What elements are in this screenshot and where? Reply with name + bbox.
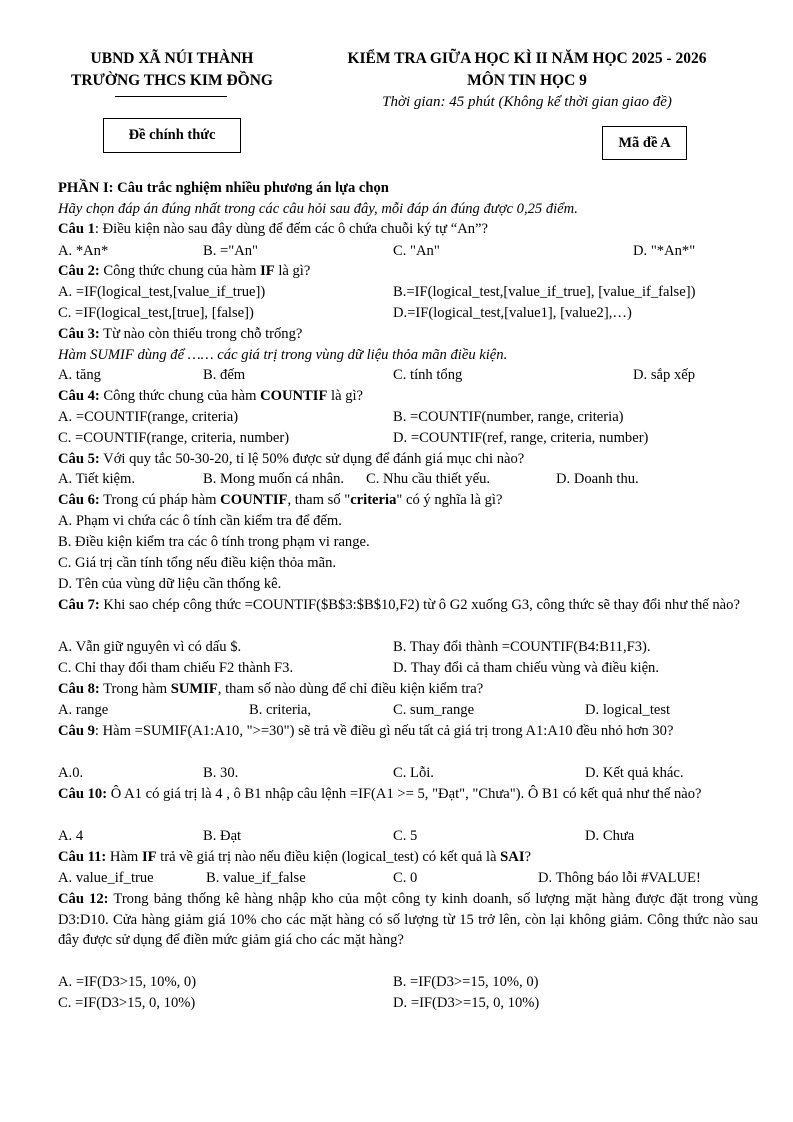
exam-time: Thời gian: 45 phút (Không kể thời gian giao đề) [382,94,672,110]
q1-option-b[interactable]: B. ="An" [203,243,259,259]
q2-option-c[interactable]: C. =IF(logical_test,[true], [false]) [58,305,254,321]
question-5: Câu 5: Với quy tắc 50-30-20, tỉ lệ 50% được sử dụng để đánh giá mục chi nào? [58,451,525,467]
q6-option-d[interactable]: D. Tên của vùng dữ liệu cần thống kê. [58,576,282,592]
q7-option-a[interactable]: A. Vẫn giữ nguyên vì có dấu $. [58,639,242,655]
q11-option-d[interactable]: D. Thông báo lỗi #VALUE! [538,870,701,886]
question-text: Điều kiện nào sau đây dùng để đếm các ô chứa chuỗi ký tự “An”? [102,221,489,237]
question-12: Câu 12: Trong bảng thống kê hàng nhập kho của một công ty kinh doanh, số lượng mặt hàng được đặt trong vùng D3:D10. Cửa hàng giảm giá 10% cho các mặt hàng có số lượng từ 15 trở lên, còn lại không giảm. Công thức nào sau đây được sử dụng để điền mức giảm giá cho các mặt hàng? [58,891,758,948]
q1-option-a[interactable]: A. *An* [58,243,109,259]
exam-code-badge: Mã đề A [602,126,687,160]
q10-option-b[interactable]: B. Đạt [203,828,242,844]
q4-option-a[interactable]: A. =COUNTIF(range, criteria) [58,409,239,425]
question-7: Câu 7: Khi sao chép công thức =COUNTIF($B$3:$B$10,F2) từ ô G2 xuống G3, công thức sẽ thay đổi như thế nào? [58,597,740,613]
authority-name: UBND XÃ NÚI THÀNH [90,50,254,67]
question-9: Câu 9: Hàm =SUMIF(A1:A10, ">=30") sẽ trả về điều gì nếu tất cả giá trị trong A1:A10 đều nhỏ hơn 30? [58,723,674,739]
q8-option-b[interactable]: B. criteria, [249,702,311,718]
q6-option-b[interactable]: B. Điều kiện kiểm tra các ô tính trong phạm vi range. [58,534,370,550]
q11-option-c[interactable]: C. 0 [393,870,418,886]
q8-option-a[interactable]: A. range [58,702,109,718]
q12-option-d[interactable]: D. =IF(D3>=15, 0, 10%) [393,995,540,1011]
q3-option-a[interactable]: A. tăng [58,367,101,383]
question-4: Câu 4: Công thức chung của hàm COUNTIF là gì? [58,388,364,404]
question-label: Câu 1 [58,221,95,237]
q11-option-b[interactable]: B. value_if_false [206,870,306,886]
q2-option-a[interactable]: A. =IF(logical_test,[value_if_true]) [58,284,266,300]
q4-option-b[interactable]: B. =COUNTIF(number, range, criteria) [393,409,624,425]
q6-option-a[interactable]: A. Phạm vi chứa các ô tính cần kiểm tra để đếm. [58,513,342,529]
q5-option-b[interactable]: B. Mong muốn cá nhân. [203,471,345,487]
q5-option-c[interactable]: C. Nhu cầu thiết yếu. [366,471,491,487]
official-badge: Đề chính thức [103,118,241,153]
q9-option-c[interactable]: C. Lỗi. [393,765,434,781]
q4-option-d[interactable]: D. =COUNTIF(ref, range, criteria, number) [393,430,649,446]
part-instruction: Hãy chọn đáp án đúng nhất trong các câu hỏi sau đây, mỗi đáp án đúng được 0,25 điểm. [58,201,578,217]
q5-option-d[interactable]: D. Doanh thu. [556,471,639,487]
q9-option-b[interactable]: B. 30. [203,765,239,781]
q9-option-a[interactable]: A.0. [58,765,84,781]
q8-option-c[interactable]: C. sum_range [393,702,475,718]
q3-option-b[interactable]: B. đếm [203,367,246,383]
question-6: Câu 6: Trong cú pháp hàm COUNTIF, tham số "criteria" có ý nghĩa là gì? [58,492,503,508]
question-10: Câu 10: Ô A1 có giá trị là 4 , ô B1 nhập câu lệnh =IF(A1 >= 5, "Đạt", "Chưa"). Ô B1 có kết quả như thế nào? [58,786,702,802]
q3-option-d[interactable]: D. sắp xếp [633,367,696,383]
q10-option-d[interactable]: D. Chưa [585,828,635,844]
school-underline [115,96,227,97]
question-1: Câu 1: Điều kiện nào sau đây dùng để đếm các ô chứa chuỗi ký tự “An”? [58,221,489,237]
q9-option-d[interactable]: D. Kết quả khác. [585,765,684,781]
question-2: Câu 2: Công thức chung của hàm IF là gì? [58,263,311,279]
q6-option-c[interactable]: C. Giá trị cần tính tổng nếu điều kiện thỏa mãn. [58,555,337,571]
part-title: PHẦN I: Câu trắc nghiệm nhiều phương án lựa chọn [58,180,389,196]
q7-option-c[interactable]: C. Chỉ thay đổi tham chiếu F2 thành F3. [58,660,294,676]
q2-option-d[interactable]: D.=IF(logical_test,[value1], [value2],…) [393,305,632,321]
q12-option-c[interactable]: C. =IF(D3>15, 0, 10%) [58,995,196,1011]
q1-option-d[interactable]: D. "*An*" [633,243,696,259]
q2-option-b[interactable]: B.=IF(logical_test,[value_if_true], [value_if_false]) [393,284,696,300]
subject-title: MÔN TIN HỌC 9 [467,72,587,89]
q5-option-a[interactable]: A. Tiết kiệm. [58,471,136,487]
question-8: Câu 8: Trong hàm SUMIF, tham số nào dùng để chỉ điều kiện kiểm tra? [58,681,484,697]
q11-option-a[interactable]: A. value_if_true [58,870,154,886]
q12-option-a[interactable]: A. =IF(D3>15, 10%, 0) [58,974,197,990]
q10-option-a[interactable]: A. 4 [58,828,84,844]
q7-option-b[interactable]: B. Thay đổi thành =COUNTIF(B4:B11,F3). [393,639,651,655]
question-11: Câu 11: Hàm IF trả về giá trị nào nếu điều kiện (logical_test) có kết quả là SAI? [58,849,531,865]
q10-option-c[interactable]: C. 5 [393,828,418,844]
exam-title: KIỂM TRA GIỮA HỌC KÌ II NĂM HỌC 2025 - 2026 [347,50,707,67]
question-3: Câu 3: Từ nào còn thiếu trong chỗ trống? [58,326,303,342]
q8-option-d[interactable]: D. logical_test [585,702,671,718]
q12-option-b[interactable]: B. =IF(D3>=15, 10%, 0) [393,974,539,990]
q1-option-c[interactable]: C. "An" [393,243,440,259]
q3-statement: Hàm SUMIF dùng để …… các giá trị trong vùng dữ liệu thỏa mãn điều kiện. [58,347,508,363]
q4-option-c[interactable]: C. =COUNTIF(range, criteria, number) [58,430,290,446]
q3-option-c[interactable]: C. tính tổng [393,367,463,383]
q7-option-d[interactable]: D. Thay đổi cả tham chiếu vùng và điều kiện. [393,660,659,676]
school-name: TRƯỜNG THCS KIM ĐỒNG [71,72,273,89]
